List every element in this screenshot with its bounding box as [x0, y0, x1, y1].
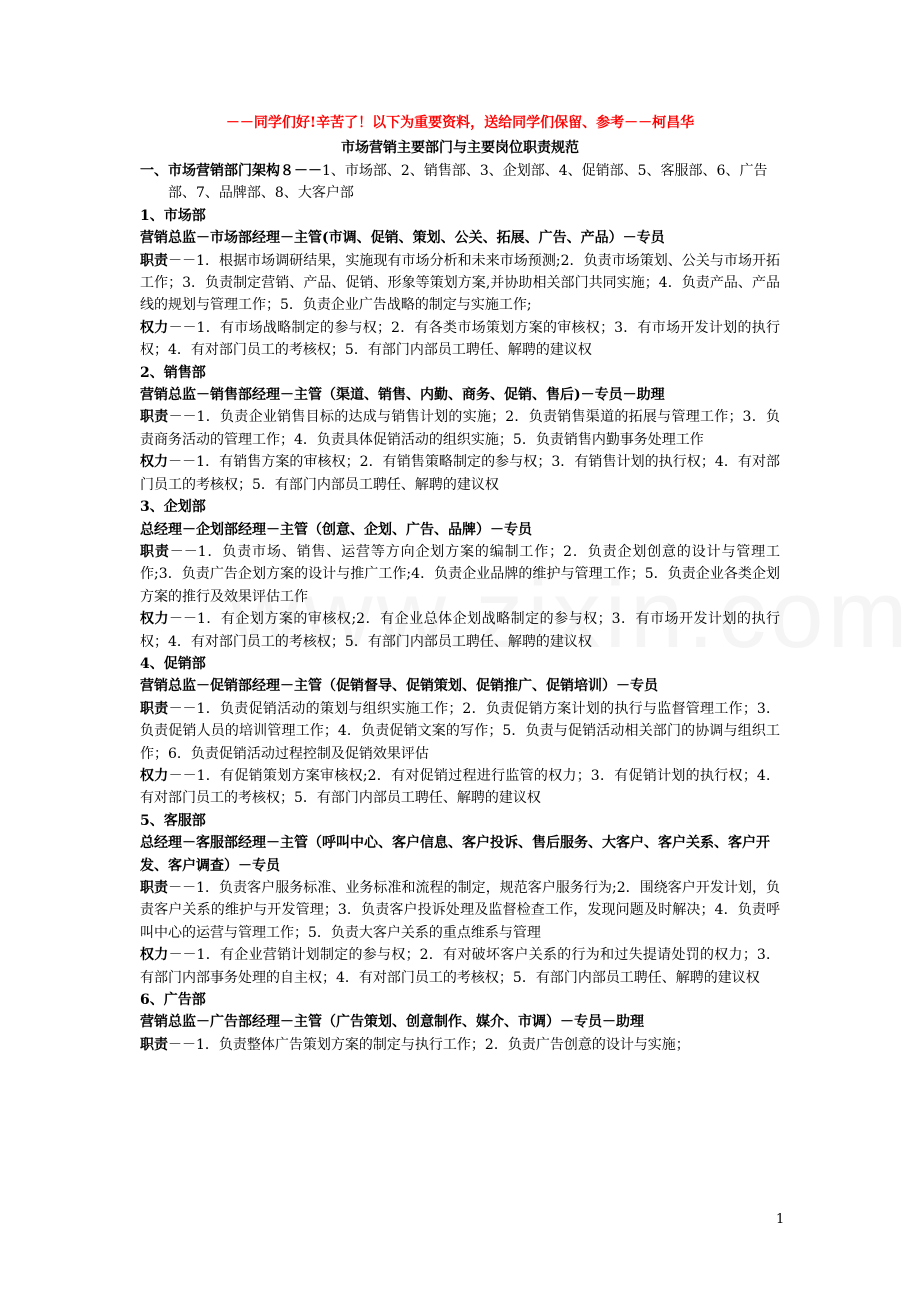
section-title: 4、促销部	[140, 655, 206, 672]
section-title: 5、客服部	[140, 812, 206, 829]
powers-text: －－1．有市场战略制定的参与权；2．有各类市场策划方案的审核权；3．有市场开发计划的执行权；4．有对部门员工的考核权；5．有部门内部员工聘任、解聘的建议权	[140, 319, 780, 359]
reporting-chain: 营销总监－市场部经理－主管(市调、促销、策划、公关、拓展、广告、产品）－专员	[140, 230, 665, 247]
section-market	[140, 205, 780, 362]
notice-banner: －－同学们好!辛苦了！以下为重要资料，送给同学们保留、参考－－柯昌华	[225, 115, 695, 131]
powers-paragraph	[140, 944, 780, 989]
duties-text: －－1．负责整体广告策划方案的制定与执行工作；2．负责广告创意的设计与实施；	[168, 1036, 690, 1053]
duties-paragraph	[140, 877, 780, 944]
section-promotion	[140, 653, 780, 810]
powers-paragraph	[140, 451, 780, 496]
department-outline	[140, 160, 780, 205]
section-advertising	[140, 989, 780, 1056]
duties-paragraph	[140, 406, 780, 451]
duties-text: －－1．负责企业销售目标的达成与销售计划的实施；2．负责销售渠道的拓展与管理工作；3．负责商务活动的管理工作；4．负责具体促销活动的组织实施；5．负责销售内勤事务处理工作	[140, 409, 780, 448]
duties-label: 职责	[140, 700, 169, 717]
section-title: 3、企划部	[140, 499, 206, 516]
document-title: 市场营销主要部门与主要岗位职责规范	[341, 140, 579, 156]
section-title: 6、广告部	[140, 992, 206, 1009]
section-sales	[140, 362, 780, 496]
duties-label: 职责	[140, 543, 170, 560]
powers-text: －－1．有企划方案的审核权;2．有企业总体企划战略制定的参与权；3．有市场开发计划的执行权；4．有对部门员工的考核权；5．有部门内部员工聘任、解聘的建议权	[140, 611, 781, 650]
duties-label: 职责	[140, 252, 169, 269]
outline-text: 1、市场部、2、销售部、3、企划部、4、促销部、5、客服部、6、广告部、7、品牌部、8、大客户部	[168, 163, 768, 202]
section-title: 2、销售部	[140, 364, 206, 381]
powers-paragraph	[140, 608, 780, 653]
reporting-chain: 总经理－企划部经理－主管（创意、企划、广告、品牌）－专员	[140, 521, 532, 538]
powers-label: 权力	[140, 767, 169, 784]
duties-text: －－1．负责客户服务标准、业务标准和流程的制定，规范客户服务行为;2．围绕客户开发计划，负责客户关系的维护与开发管理；3．负责客户投诉处理及监督检查工作，发现问题及时解决；4．负责呼叫中心的运营与管理工作；5．负责大客户关系的重点维系与管理	[140, 880, 781, 941]
powers-label: 权力	[140, 454, 169, 471]
powers-text: －－1．有企业营销计划制定的参与权；2．有对破坏客户关系的行为和过失提请处罚的权力；3．有部门内部事务处理的自主权；4．有对部门员工的考核权；5．有部门内部员工聘任、解聘的建议权	[140, 947, 780, 986]
powers-paragraph	[140, 317, 780, 362]
page-number: 1	[776, 1212, 785, 1227]
powers-text: －－1．有销售方案的审核权；2．有销售策略制定的参与权；3．有销售计划的执行权；4．有对部门员工的考核权；5．有部门内部员工聘任、解聘的建议权	[140, 454, 780, 493]
reporting-chain: 营销总监－促销部经理－主管（促销督导、促销策划、促销推广、促销培训）－专员	[140, 678, 658, 695]
duties-paragraph	[140, 541, 780, 608]
section-title: 1、市场部	[140, 207, 206, 224]
duties-text: －－1．负责市场、销售、运营等方向企划方案的编制工作；2．负责企划创意的设计与管理工作;3．负责广告企划方案的设计与推广工作;4．负责企业品牌的维护与管理工作；5．负责企业各类企划方案的推行及效果评估工作	[140, 543, 781, 605]
reporting-chain: 营销总监－销售部经理－主管（渠道、销售、内勤、商务、促销、售后)－专员－助理	[140, 387, 665, 404]
reporting-chain: 总经理－客服部经理－主管（呼叫中心、客户信息、客户投诉、售后服务、大客户、客户关系、客户开发、客户调查）－专员	[140, 835, 770, 874]
duties-text: －－1．负责促销活动的策划与组织实施工作；2．负责促销方案计划的执行与监督管理工作；3．负责促销人员的培训管理工作；4．负责促销文案的写作；5．负责与促销活动相关部门的协调与组织工作；6．负责促销活动过程控制及促销效果评估	[140, 700, 780, 762]
duties-paragraph	[140, 698, 780, 765]
document-body	[140, 110, 780, 1056]
powers-paragraph	[140, 765, 780, 810]
powers-label: 权力	[140, 319, 169, 336]
duties-text: －－1．根据市场调研结果，实施现有市场分析和未来市场预测;2．负责市场策划、公关与市场开拓工作；3．负责制定营销、产品、促销、形象等策划方案,并协助相关部门共同实施；4．负责产品、产品线的规划与管理工作；5．负责企业广告战略的制定与实施工作;	[140, 252, 781, 314]
duties-label: 职责	[140, 1036, 168, 1053]
section-customer-service	[140, 810, 780, 989]
outline-label: 一、市场营销部门架构８－－	[140, 163, 322, 179]
duties-paragraph	[140, 250, 780, 317]
section-planning	[140, 496, 780, 653]
powers-label: 权力	[140, 611, 170, 628]
duties-label: 职责	[140, 409, 169, 426]
duties-paragraph	[140, 1034, 780, 1056]
duties-label: 职责	[140, 880, 169, 896]
powers-label: 权力	[140, 947, 169, 964]
reporting-chain: 营销总监－广告部经理－主管（广告策划、创意制作、媒介、市调）－专员－助理	[140, 1014, 644, 1031]
powers-text: －－1．有促销策划方案审核权;2．有对促销过程进行监管的权力；3．有促销计划的执行权；4．有对部门员工的考核权；5．有部门内部员工聘任、解聘的建议权	[140, 767, 781, 807]
